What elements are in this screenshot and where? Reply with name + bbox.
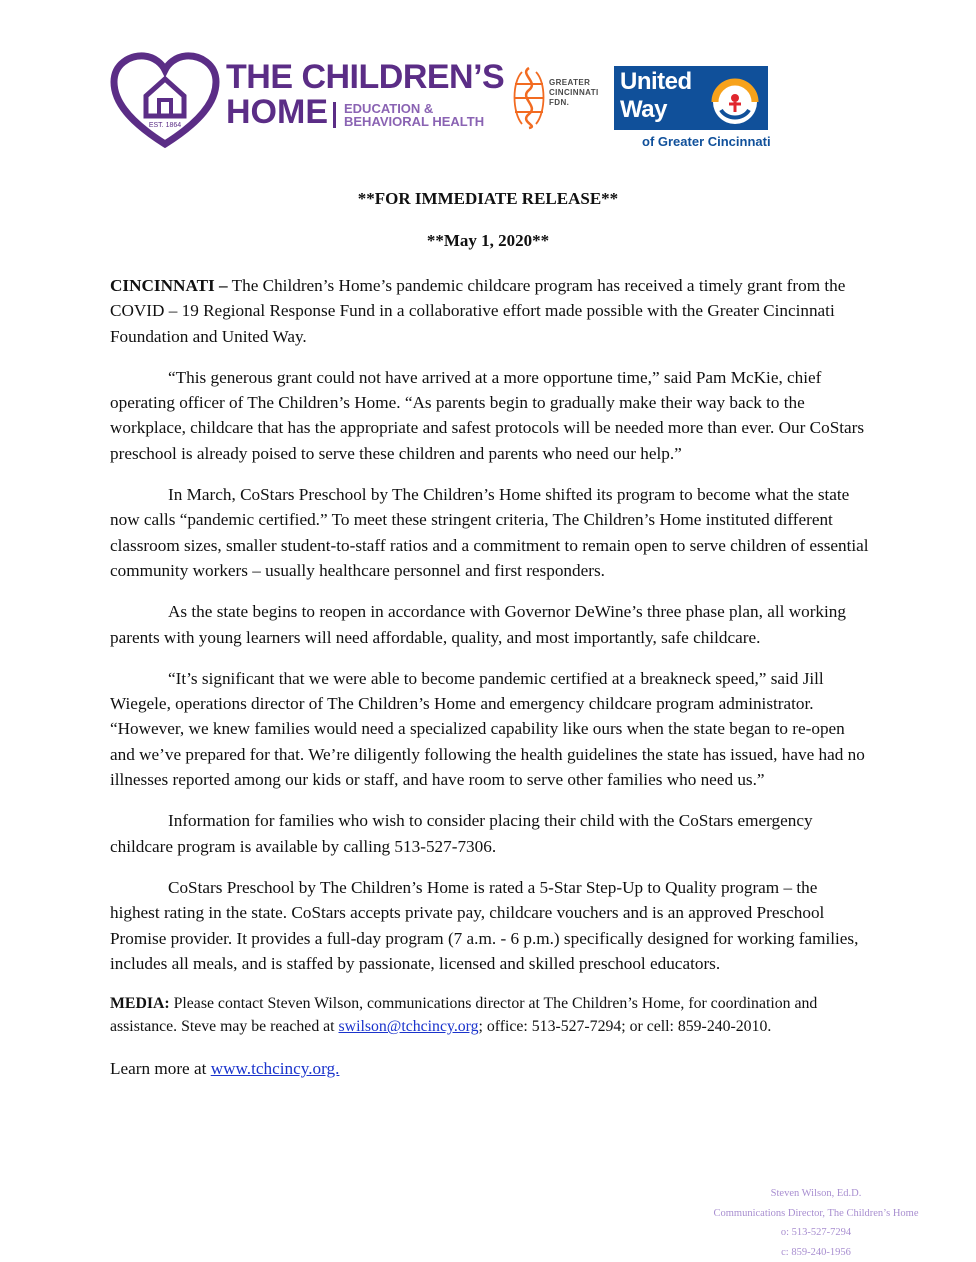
tch-subtitle — [344, 102, 484, 128]
signature-office: o: 513-527-7294 — [676, 1223, 956, 1243]
media-text-2: ; office: 513-527-7294; or cell: 859-240-2010. — [479, 1018, 772, 1035]
paragraph-1 — [110, 273, 870, 349]
logo-banner — [110, 52, 790, 152]
tch-est-label: EST. 1864 — [140, 122, 190, 129]
learn-more-text: Learn more at — [110, 1059, 211, 1078]
paragraph-1-text: The Children’s Home’s pandemic childcare program has received a timely grant from the COVID – 19 Regional Response Fund in a collaborative effort made possible with the Greater Cincinnati Foundation and United Way. — [110, 276, 845, 346]
tch-heart-logo — [110, 52, 220, 150]
paragraph-2: “This generous grant could not have arrived at a more opportune time,” said Pam McKie, chief operating officer of The Children’s Home. “As parents begin to gradually make their way back to the workplace, childcare that has the appropriate and safest protocols will be needed more than ever. Our CoStars preschool is already poised to serve these children and parents who need our help.” — [110, 365, 870, 466]
signature-name: Steven Wilson, Ed.D. — [676, 1184, 956, 1204]
tch-subtitle-line1: EDUCATION & — [344, 102, 484, 115]
learn-more — [110, 1056, 870, 1081]
united-way-title: United Way — [620, 68, 692, 124]
tch-title: THE CHILDREN’S — [226, 62, 504, 92]
signature-title: Communications Director, The Children’s Home — [676, 1204, 956, 1224]
tch-subtitle-line2: BEHAVIORAL HEALTH — [344, 115, 484, 128]
signature-cell: c: 859-240-1956 — [676, 1243, 956, 1262]
tch-home: HOME — [226, 96, 328, 128]
paragraph-5: “It’s significant that we were able to become pandemic certified at a breakneck speed,” said Jill Wiegele, operations director of The Children’s Home and emergency childcare program administrator. “However, we knew families would need a specialized capability like ours when the state began to re-open and we’ve prepared for that. We’re diligently following the health guidelines the state has issued, have had no illnesses reported among our kids or staff, and have room to serve other families who need us.” — [110, 666, 870, 792]
media-contact — [110, 992, 870, 1038]
united-way-hand-icon — [707, 76, 763, 126]
paragraph-3: In March, CoStars Preschool by The Children’s Home shifted its program to become what the state now calls “pandemic certified.” To meet these stringent criteria, The Children’s Home instituted different classroom sizes, smaller student-to-staff ratios and a commitment to remain open to serve children of essential community workers – usually healthcare personnel and first responders. — [110, 482, 870, 583]
gcf-swirl-icon — [510, 64, 548, 130]
media-text-1: Please contact Steven Wilson, communications director at The Children’s Home, for coordination and assistance. Steve may be reached at — [110, 995, 817, 1035]
release-heading: **FOR IMMEDIATE RELEASE** — [0, 189, 976, 209]
paragraph-6: Information for families who wish to consider placing their child with the CoStars emergency childcare program is available by calling 513-527-7306. — [110, 808, 870, 859]
press-release-body — [110, 273, 870, 1097]
website-link[interactable]: www.tchcincy.org. — [211, 1059, 340, 1078]
release-date: **May 1, 2020** — [0, 231, 976, 251]
email-link[interactable]: swilson@tchcincy.org — [339, 1018, 479, 1035]
signature-block — [676, 1184, 956, 1262]
media-label: MEDIA: — [110, 995, 170, 1012]
paragraph-7: CoStars Preschool by The Children’s Home is rated a 5-Star Step-Up to Quality program – the highest rating in the state. CoStars accepts private pay, childcare vouchers and is an approved Preschool Promise provider. It provides a full-day program (7 a.m. - 6 p.m.) specifically designed for working families, includes all meals, and is staffed by passionate, licensed and skilled preschool educators. — [110, 875, 870, 976]
gcf-label: GREATER CINCINNATI FDN. — [549, 78, 599, 108]
paragraph-4: As the state begins to reopen in accordance with Governor DeWine’s three phase plan, all working parents with young learners will need affordable, quality, and most importantly, safe childcare. — [110, 599, 870, 650]
united-way-subtitle: of Greater Cincinnati — [642, 134, 771, 149]
dateline: CINCINNATI – — [110, 276, 228, 295]
tch-divider — [333, 102, 336, 128]
